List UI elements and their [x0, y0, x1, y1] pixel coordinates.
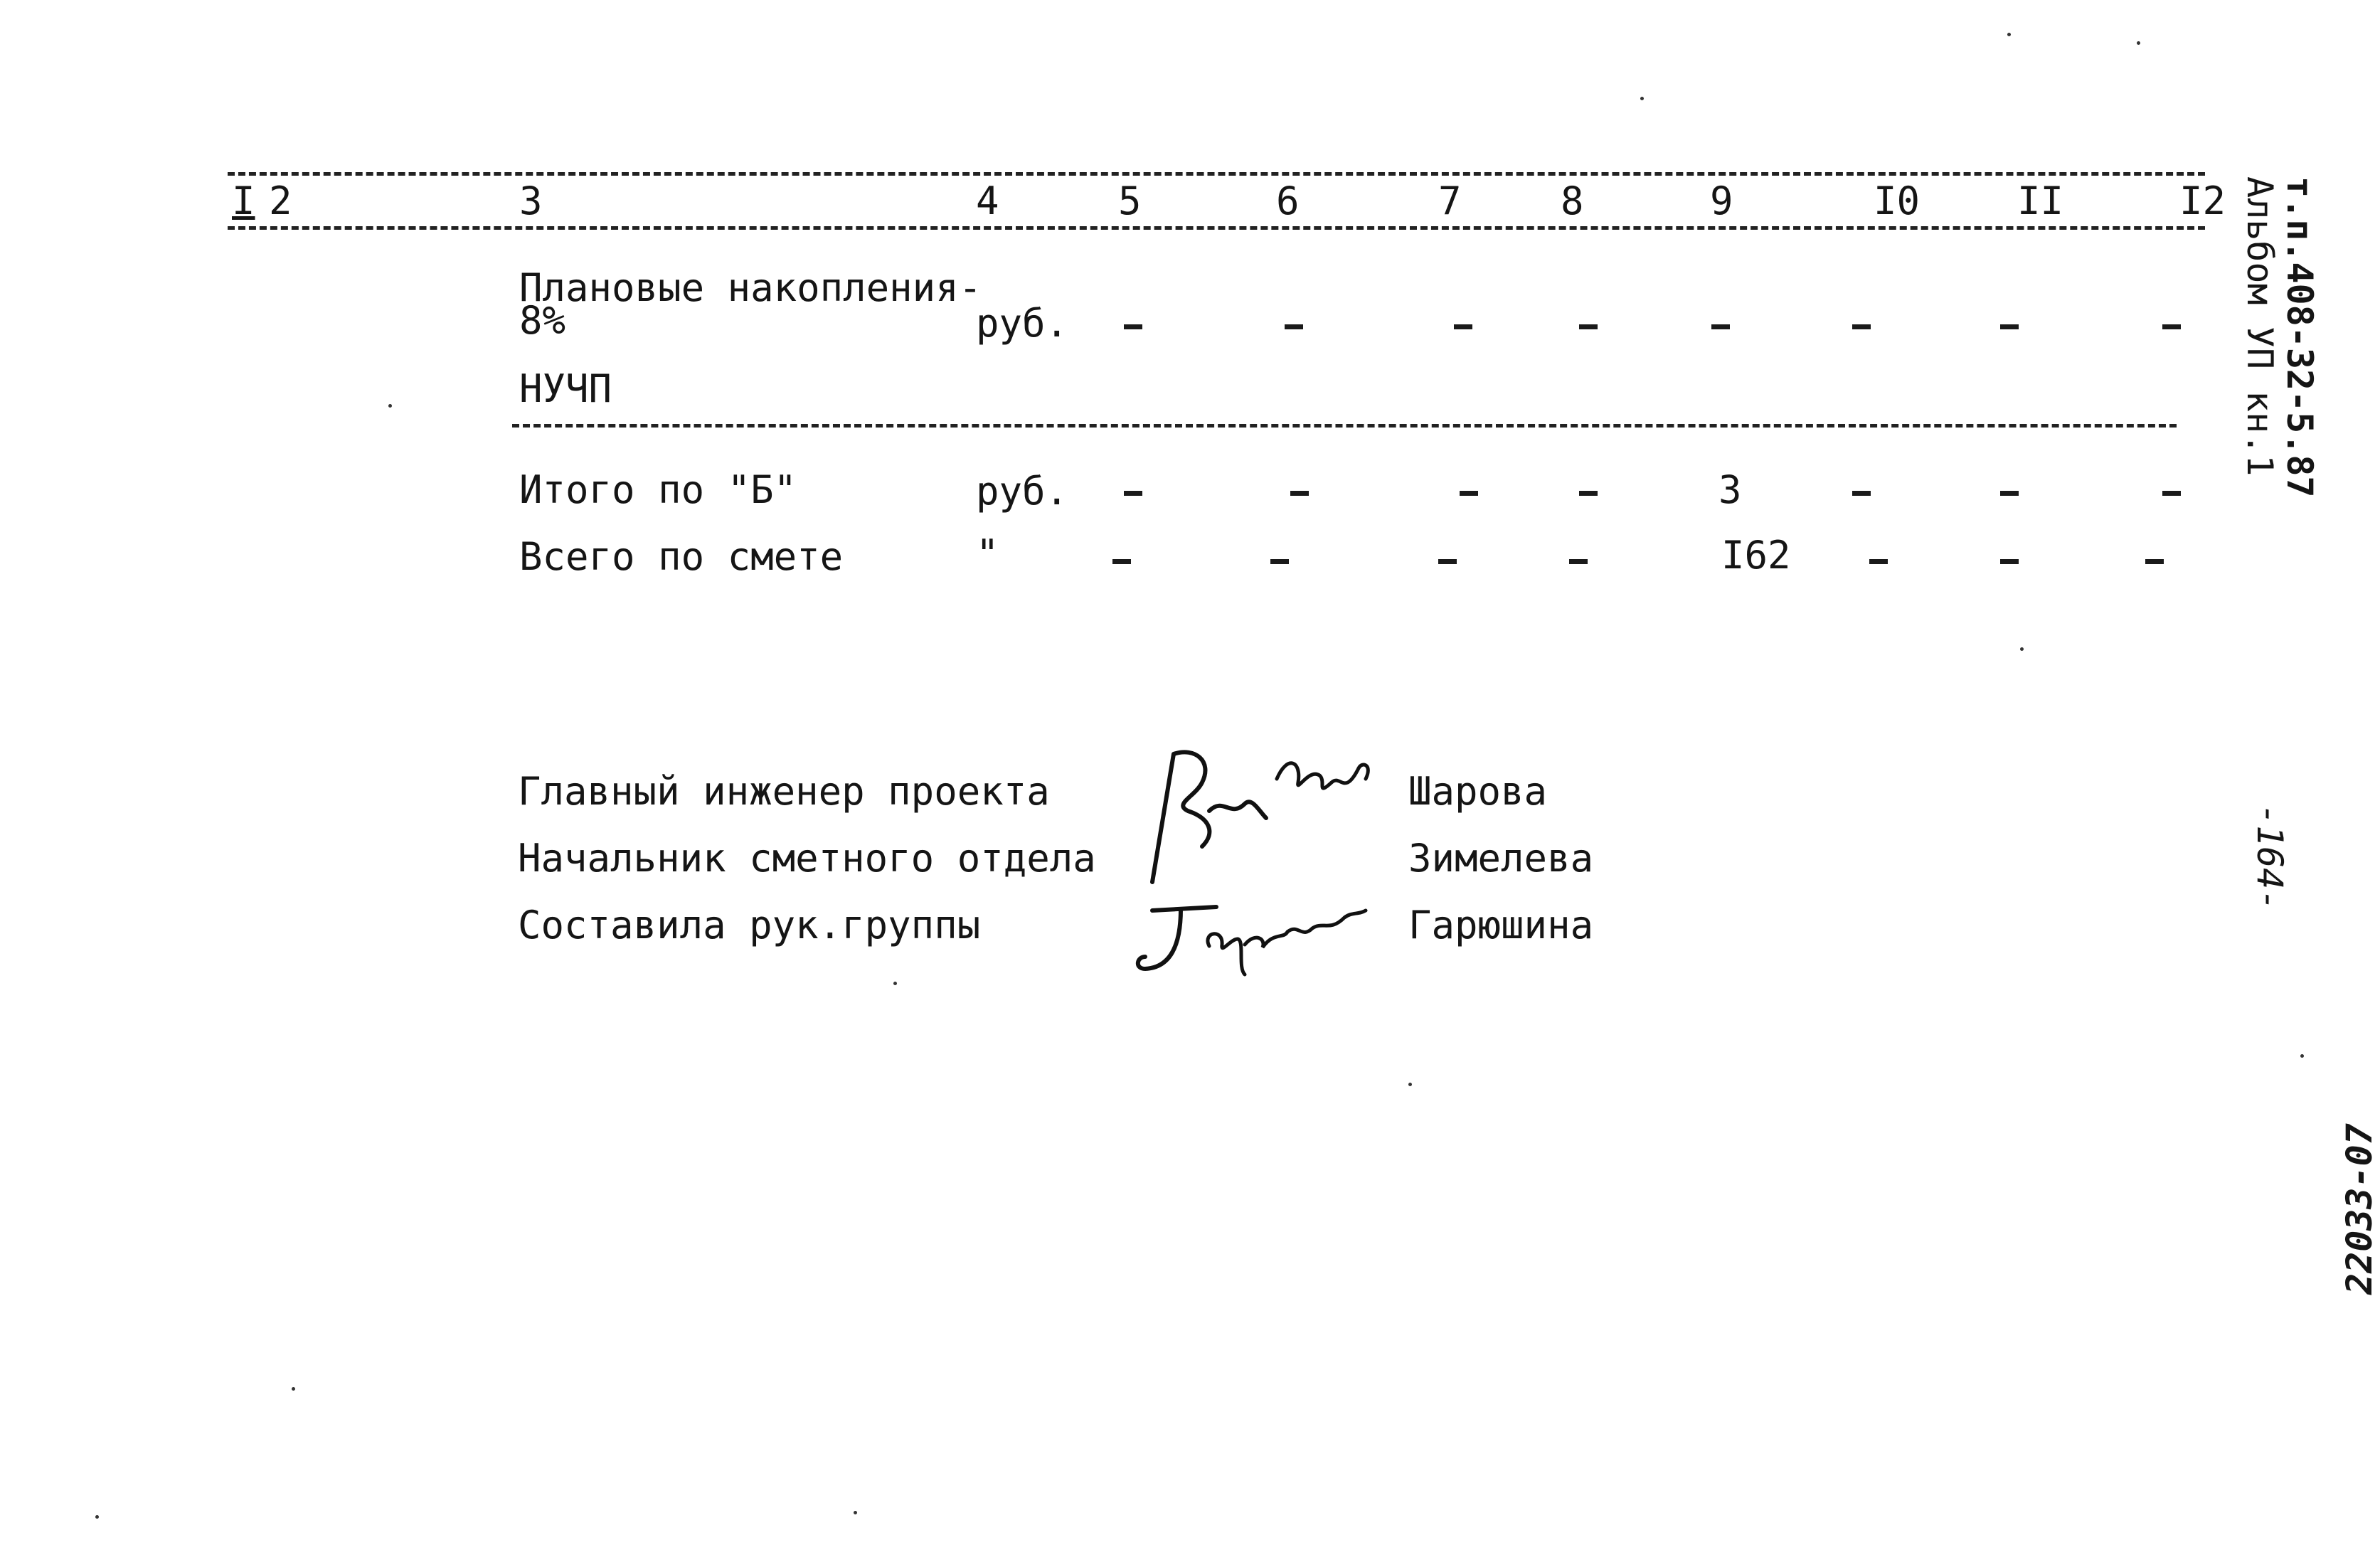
value-col-10 [1852, 491, 1871, 496]
row-label: Итого по "Б" [519, 467, 797, 512]
header-col-7: 7 [1438, 179, 1462, 223]
value-col-11 [2000, 324, 2019, 329]
value-col-11 [2000, 559, 2019, 564]
scan-speck [2020, 647, 2024, 651]
row-label: Всего по смете [519, 534, 844, 579]
value-col-11 [2000, 491, 2019, 496]
album-name: Альбом УП кн.1 [2239, 176, 2280, 477]
value-col-5 [1112, 559, 1131, 564]
value-col-5 [1124, 491, 1142, 496]
value-col-6 [1290, 491, 1309, 496]
header-col-4: 4 [976, 179, 999, 223]
scan-speck [388, 404, 392, 408]
header-col-3: 3 [519, 179, 543, 223]
value-col-7 [1454, 324, 1472, 329]
header-col-6: 6 [1276, 179, 1300, 223]
header-col-1: I [232, 179, 255, 223]
scan-speck [2300, 1054, 2304, 1058]
row-label: Плановые накопления- [519, 265, 982, 310]
value-col-6 [1270, 559, 1289, 564]
signatory-name: Зимелева [1408, 836, 1594, 881]
value-col-5 [1124, 324, 1142, 329]
row-unit: " [976, 531, 999, 576]
value-col-9 [1711, 324, 1730, 329]
header-col-10: I0 [1874, 179, 1921, 223]
value-col-8 [1579, 491, 1598, 496]
row-label: НУЧП [519, 366, 612, 411]
header-col-2: 2 [269, 179, 292, 223]
scan-speck [2137, 41, 2140, 45]
row-label-continued: 8% [519, 298, 566, 343]
row-unit: руб. [976, 469, 1069, 514]
signatory-name: Шарова [1408, 769, 1548, 814]
value-col-12 [2145, 559, 2164, 564]
scan-speck [854, 1511, 857, 1514]
document-number: 22033-07 [2339, 1123, 2380, 1295]
header-col-8: 8 [1561, 179, 1584, 223]
handwritten-signature-chief-engineer [1145, 740, 1387, 896]
scan-speck [95, 1515, 99, 1519]
header-top-rule [228, 172, 2205, 176]
value-col-8 [1579, 324, 1598, 329]
signatory-role: Главный инженер проекта [518, 769, 1050, 814]
signatory-role: Начальник сметного отдела [518, 836, 1096, 881]
value-col-10 [1852, 324, 1871, 329]
subtotal-rule [512, 424, 2177, 428]
scan-speck [1408, 1083, 1412, 1086]
row-unit: руб. [976, 301, 1069, 346]
value-col-8 [1569, 559, 1588, 564]
page-number: -164- [2249, 804, 2290, 911]
header-col-9: 9 [1710, 179, 1733, 223]
scan-speck [2007, 33, 2011, 36]
value-col-7 [1438, 559, 1457, 564]
scan-speck [893, 982, 897, 985]
value-col-9: 3 [1718, 467, 1742, 512]
signatory-name: Гарюшина [1408, 903, 1594, 947]
album-code: т.п.408-32-5.87 [2279, 176, 2320, 498]
signatory-role: Составила рук.группы [518, 903, 981, 947]
value-col-12 [2162, 491, 2181, 496]
header-col-5: 5 [1118, 179, 1142, 223]
value-col-7 [1460, 491, 1478, 496]
header-bottom-rule [228, 226, 2205, 230]
header-col-11: II [2017, 179, 2064, 223]
value-col-9: I62 [1721, 533, 1791, 578]
header-col-12: I2 [2179, 179, 2226, 223]
value-col-10 [1869, 559, 1888, 564]
value-col-6 [1285, 324, 1303, 329]
scan-speck [292, 1387, 295, 1391]
handwritten-signature-group-lead [1131, 889, 1373, 989]
value-col-12 [2162, 324, 2181, 329]
scan-speck [1640, 97, 1644, 100]
